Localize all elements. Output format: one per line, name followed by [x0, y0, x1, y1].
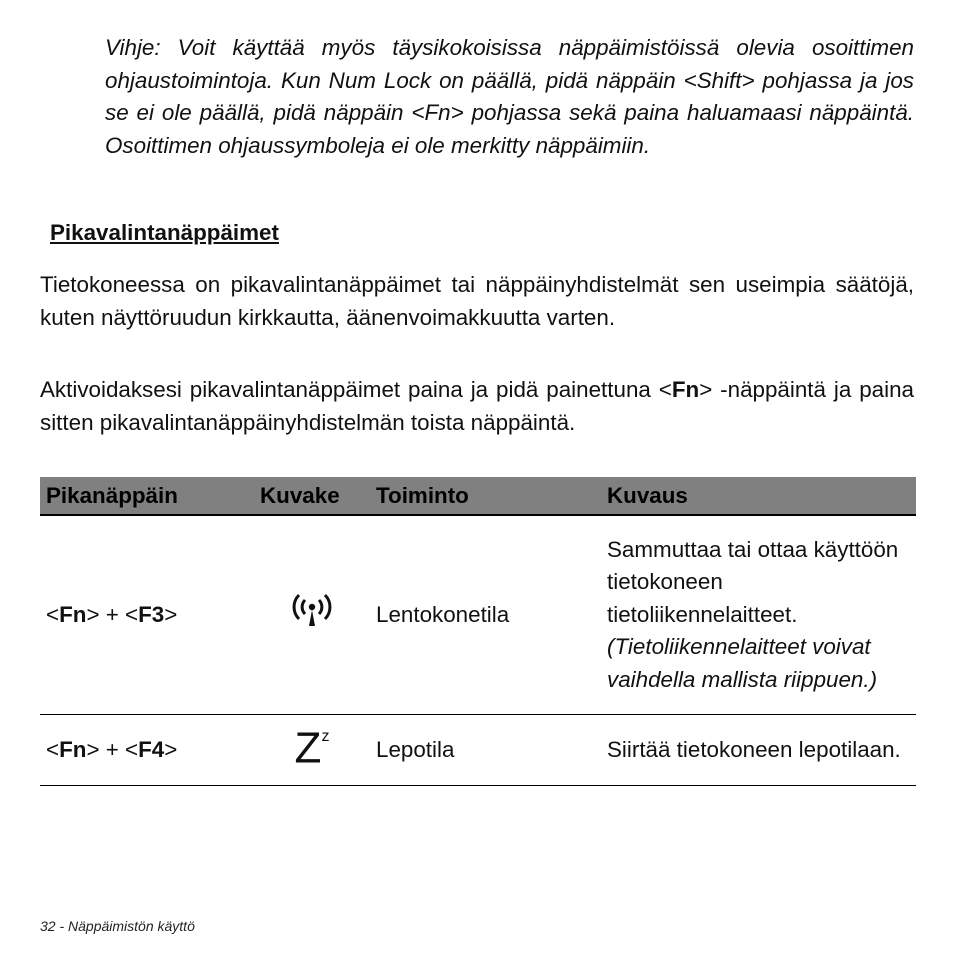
hotkey-cell	[40, 715, 254, 786]
header-description: Kuvaus	[601, 477, 916, 515]
hotkey-key: F4	[138, 736, 165, 762]
description-cell: Siirtää tietokoneen lepotilaan.	[601, 715, 916, 786]
intro-paragraph: Tietokoneessa on pikavalintanäppäimet tai näppäinyhdistelmät sen useimpia säätöjä, kuten näyttöruudun kirkkautta, äänenvoimakkuutta varten.	[40, 272, 914, 330]
description-cell	[601, 515, 916, 715]
hotkey-bracket: >	[164, 601, 178, 627]
sleep-icon	[294, 724, 330, 774]
tip-paragraph: Vihje: Voit käyttää myös täysikokoisissa näppäimistöissä olevia osoittimen ohjaustoimintoja. Kun Num Lock on päällä, pidä näppäin <Shift> pohjassa ja jos se ei ole päällä, pidä näppäin <Fn> pohjassa sekä paina haluamaasi näppäintä. Osoittimen ohjaussymboleja ei ole merkitty näppäimiin.	[105, 35, 914, 158]
function-cell: Lentokonetila	[370, 515, 601, 715]
hotkey-bracket: >	[164, 736, 178, 762]
hotkey-key: Fn	[59, 601, 87, 627]
header-icon: Kuvake	[254, 477, 370, 515]
sleep-icon-small-z: z	[321, 728, 330, 746]
hotkey-table	[40, 477, 916, 786]
table-header-row	[40, 477, 916, 515]
section-heading: Pikavalintanäppäimet	[50, 220, 279, 245]
hotkey-key: Fn	[59, 736, 87, 762]
function-cell: Lepotila	[370, 715, 601, 786]
page-footer: 32 - Näppäimistön käyttö	[40, 918, 195, 934]
instruction-paragraph	[40, 374, 914, 439]
sleep-icon-z: Z	[294, 724, 322, 774]
hotkey-bracket: <	[46, 601, 60, 627]
icon-cell	[254, 515, 370, 715]
table-row	[40, 715, 916, 786]
table-row	[40, 515, 916, 715]
instruction-text-start: Aktivoidaksesi pikavalintanäppäimet paina ja pidä painettuna <	[40, 377, 672, 402]
hotkey-key: F3	[138, 601, 165, 627]
header-function: Toiminto	[370, 477, 601, 515]
instruction-key: Fn	[671, 377, 700, 402]
header-hotkey: Pikanäppäin	[40, 477, 254, 515]
description-text: Sammuttaa tai ottaa käyttöön tietokoneen tietoliikennelaitteet.	[607, 536, 899, 627]
hotkey-cell	[40, 515, 254, 715]
hotkey-plus: > + <	[86, 601, 139, 627]
hotkey-bracket: <	[46, 736, 60, 762]
wireless-icon	[289, 592, 335, 628]
instruction-text-end: > -näppäintä ja paina sitten pikavalintanäppäinyhdistelmän toista näppäintä.	[40, 377, 914, 435]
description-note: (Tietoliikennelaitteet voivat vaihdella mallista riippuen.)	[607, 634, 878, 692]
hotkey-plus: > + <	[86, 736, 139, 762]
icon-cell	[254, 715, 370, 786]
